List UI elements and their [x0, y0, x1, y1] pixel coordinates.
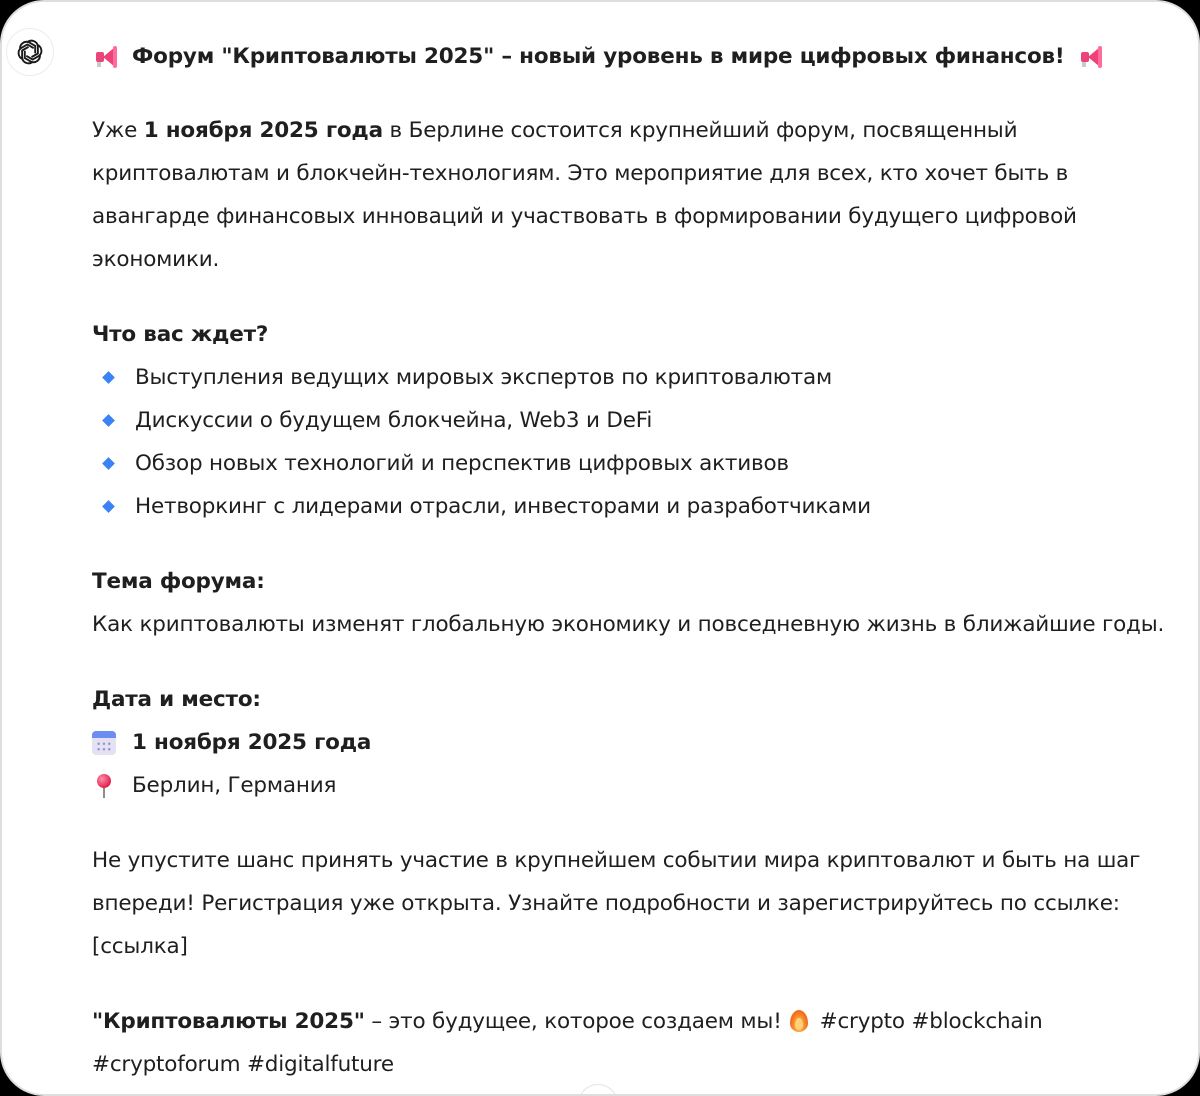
assistant-message: [92, 38, 1182, 1086]
list-item: [92, 485, 1182, 528]
event-date-text: 1 ноября 2025 года: [132, 730, 372, 755]
title-text: Форум "Криптовалюты 2025" – новый уровень в мире цифровых финансов!: [132, 44, 1065, 69]
cta-paragraph: [92, 839, 1152, 968]
blue-diamond-icon: [102, 371, 115, 384]
cta-text: Не упустите шанс принять участие в крупнейшем событии мира криптовалют и быть на шаг впереди! Регистрация уже открыта. Узнайте подробности и зарегистрируйтесь по ссылке:: [92, 848, 1141, 916]
list-item: [92, 442, 1182, 485]
megaphone-icon: [92, 46, 118, 68]
list-item: [92, 356, 1182, 399]
pushpin-icon: [92, 773, 116, 799]
event-date: [92, 721, 1182, 764]
intro-suffix: в Берлине состоится крупнейший форум, посвященный криптовалютам и блокчейн-технологиям. Это мероприятие для всех, кто хочет быть в авангарде финансовых инноваций и участвовать в формировании будущего цифровой экономики.: [92, 118, 1077, 272]
list-item-text: Нетворкинг с лидерами отрасли, инвесторами и разработчиками: [135, 494, 871, 519]
list-item-text: Обзор новых технологий и перспектив цифровых активов: [135, 451, 789, 476]
openai-logo-icon: [15, 37, 45, 67]
expect-list: [92, 356, 1182, 528]
date-place-heading: Дата и место:: [92, 687, 261, 712]
assistant-avatar: [6, 28, 54, 76]
intro-prefix: Уже: [92, 118, 144, 143]
hashtags-line-1: #crypto #blockchain: [819, 1009, 1043, 1034]
theme-text: Как криптовалюты изменят глобальную экономику и повседневную жизнь в ближайшие годы.: [92, 612, 1165, 637]
registration-link[interactable]: [ссылка]: [92, 934, 188, 959]
event-place: [92, 764, 1182, 807]
intro-date: 1 ноября 2025 года: [143, 118, 383, 143]
intro-paragraph: [92, 109, 1102, 281]
hashtags-line-2: #cryptoforum #digitalfuture: [92, 1052, 394, 1077]
list-item: [92, 399, 1182, 442]
calendar-icon: [92, 731, 116, 755]
fire-icon: [790, 1008, 808, 1032]
closing-text: – это будущее, которое создаем мы!: [364, 1009, 782, 1034]
closing-forum-name: "Криптовалюты 2025": [92, 1009, 365, 1034]
blue-diamond-icon: [102, 457, 115, 470]
theme-heading: Тема форума:: [92, 569, 265, 594]
blue-diamond-icon: [102, 414, 115, 427]
event-place-text: Берлин, Германия: [132, 773, 337, 798]
blue-diamond-icon: [102, 500, 115, 513]
closing-paragraph: [92, 1000, 1182, 1086]
megaphone-icon: [1077, 46, 1103, 68]
list-item-text: Дискуссии о будущем блокчейна, Web3 и DeFi: [135, 408, 653, 433]
list-item-text: Выступления ведущих мировых экспертов по криптовалютам: [135, 365, 832, 390]
expect-heading: Что вас ждет?: [92, 322, 269, 347]
message-title: [92, 38, 1182, 76]
